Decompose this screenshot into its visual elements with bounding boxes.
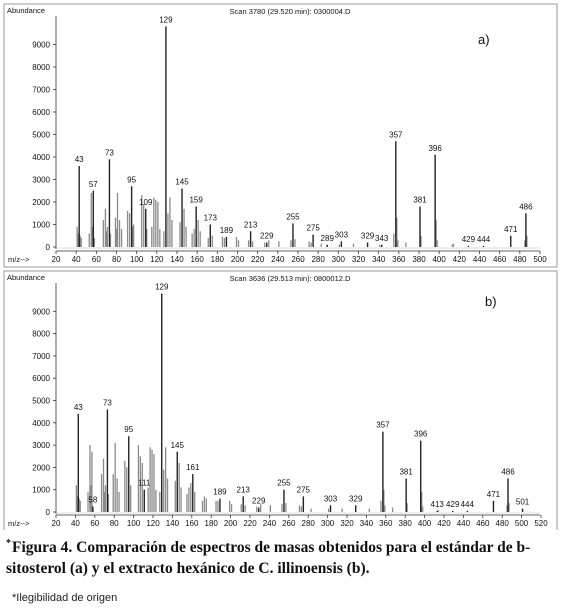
x-tick-label: 440: [472, 255, 487, 264]
x-tick-label: 400: [417, 519, 432, 528]
y-tick-label: 4000: [32, 153, 50, 162]
caption-mark: *: [6, 538, 11, 549]
y-tick-label: 0: [45, 243, 50, 252]
x-tick-label: 480: [513, 255, 527, 264]
peak-label: 413: [430, 499, 444, 509]
y-tick-label: 1000: [32, 220, 50, 230]
peak-label: 396: [428, 143, 442, 153]
panel-label: b): [485, 294, 497, 309]
peak-label: 396: [414, 429, 428, 439]
x-tick-label: 520: [534, 519, 548, 528]
peak-label: 189: [213, 487, 227, 497]
peak-label: 381: [413, 195, 427, 205]
x-tick-label: 480: [495, 519, 509, 528]
y-tick-label: 8000: [32, 329, 50, 339]
x-tick-label: 200: [223, 519, 238, 528]
x-tick-label: 280: [311, 255, 325, 264]
x-tick-label: 360: [392, 255, 406, 264]
peak-label: 444: [476, 234, 491, 244]
peak-label: 173: [203, 213, 217, 223]
x-tick-label: 340: [371, 255, 386, 264]
peak-label: 329: [349, 494, 363, 504]
x-tick-label: 420: [452, 255, 467, 264]
peak-label: 57: [88, 179, 98, 189]
peak-label: 73: [104, 148, 114, 158]
x-tick-label: 80: [112, 255, 121, 264]
peak-label: 213: [236, 485, 250, 495]
peak-label: 501: [515, 497, 530, 507]
peak-label: 73: [102, 398, 112, 408]
y-tick-label: 9000: [32, 40, 50, 50]
peak-label: 357: [376, 420, 390, 430]
peak-label: 255: [286, 212, 300, 222]
x-tick-label: 380: [398, 519, 412, 528]
x-tick-label: 80: [109, 519, 119, 528]
peak-label: 129: [159, 15, 173, 25]
peak-label: 229: [260, 231, 274, 241]
peak-label: 161: [186, 463, 200, 473]
peak-label: 95: [127, 175, 137, 185]
peak-label: 159: [189, 195, 203, 205]
x-tick-label: 440: [456, 519, 471, 528]
x-tick-label: 140: [170, 255, 184, 264]
peak-label: 229: [252, 496, 266, 506]
peak-label: 145: [170, 440, 184, 450]
x-tick-label: 40: [70, 519, 80, 528]
x-tick-label: 180: [204, 519, 218, 528]
x-tick-label: 420: [437, 519, 451, 528]
peak-label: 145: [175, 177, 189, 187]
y-tick-label: 9000: [32, 307, 50, 317]
x-tick-label: 60: [91, 255, 101, 264]
peak-label: 486: [519, 202, 533, 212]
x-tick-label: 180: [210, 255, 225, 264]
peak-label: 471: [504, 224, 518, 234]
peak-label: 303: [323, 494, 338, 504]
x-tick-label: 100: [126, 519, 141, 528]
peak-label: 95: [124, 425, 134, 435]
x-tick-label: 360: [379, 519, 393, 528]
peak-label: 343: [375, 233, 389, 243]
y-axis-label: Abundance: [7, 6, 45, 15]
figure-caption: [6, 533, 556, 579]
x-tick-label: 240: [271, 255, 285, 264]
x-tick-label: 160: [190, 255, 204, 264]
peak-label: 486: [501, 467, 515, 477]
x-tick-label: 20: [51, 519, 61, 528]
peak-label: 129: [155, 282, 169, 292]
peak-label: 189: [219, 225, 234, 235]
peak-label: 43: [73, 402, 83, 412]
x-axis-label: m/z-->: [8, 255, 30, 264]
x-tick-label: 120: [150, 255, 164, 264]
scan-title: Scan 3636 (29.513 min): 0800012.D: [229, 274, 351, 283]
peak-label: 255: [277, 478, 291, 488]
x-tick-label: 320: [340, 519, 354, 528]
y-tick-label: 2000: [32, 463, 50, 473]
panel-frame: [4, 271, 557, 530]
x-tick-label: 460: [492, 255, 507, 264]
x-tick-label: 260: [282, 519, 296, 528]
peak-label: 109: [139, 197, 153, 207]
y-tick-label: 2000: [32, 198, 50, 207]
footnote: *Ilegibilidad de origen: [12, 592, 118, 604]
peak-label: 357: [389, 130, 403, 140]
x-tick-label: 400: [432, 255, 446, 264]
x-tick-label: 220: [243, 519, 257, 528]
x-tick-label: 300: [331, 255, 346, 264]
y-tick-label: 6000: [32, 374, 50, 384]
peak-label: 275: [306, 223, 320, 233]
x-tick-label: 240: [262, 519, 277, 528]
peak-label: 429: [461, 234, 476, 244]
x-tick-label: 60: [90, 519, 100, 528]
y-tick-label: 5000: [32, 396, 50, 406]
y-axis-label: Abundance: [7, 273, 45, 282]
x-tick-label: 460: [476, 519, 490, 528]
peak-label: 429: [446, 499, 460, 509]
panel-frame: [4, 4, 557, 267]
x-tick-label: 380: [412, 255, 426, 264]
y-tick-label: 7000: [32, 85, 50, 95]
x-tick-label: 200: [230, 255, 245, 264]
x-tick-label: 260: [291, 255, 305, 264]
scan-title: Scan 3780 (29.520 min): 0300004.D: [229, 7, 351, 16]
y-tick-label: 3000: [32, 441, 50, 451]
peak-label: 275: [296, 485, 311, 495]
x-tick-label: 340: [359, 519, 374, 528]
y-tick-label: 4000: [32, 418, 50, 428]
x-tick-label: 120: [146, 519, 160, 528]
peak-label: 329: [360, 231, 375, 241]
x-tick-label: 320: [351, 255, 366, 264]
y-tick-label: 0: [45, 508, 50, 517]
x-tick-label: 140: [165, 519, 180, 528]
peak-label: 58: [88, 495, 98, 505]
caption-text: Figura 4. Comparación de espectros de masas obtenidos para el estándar de b-sitosterol (a) y el extracto hexánico de C. illinoensis (b).: [6, 539, 531, 578]
peak-label: 381: [399, 467, 413, 477]
spectrum-panel-b: [4, 271, 557, 530]
peak-label: 213: [243, 220, 258, 230]
x-tick-label: 500: [514, 519, 529, 528]
peak-label: 289: [320, 233, 334, 243]
x-tick-label: 160: [185, 519, 199, 528]
x-tick-label: 220: [250, 255, 265, 264]
x-tick-label: 100: [129, 255, 144, 264]
y-tick-label: 1000: [32, 485, 50, 495]
y-tick-label: 7000: [32, 351, 50, 361]
x-tick-label: 40: [71, 255, 81, 264]
y-tick-label: 3000: [32, 175, 50, 185]
panel-label: a): [478, 32, 490, 47]
x-tick-label: 300: [320, 519, 335, 528]
x-tick-label: 280: [301, 519, 315, 528]
y-tick-label: 6000: [32, 108, 50, 117]
x-tick-label: 20: [51, 255, 61, 264]
x-tick-label: 500: [533, 255, 547, 264]
peak-label: 303: [334, 230, 349, 240]
y-tick-label: 8000: [32, 63, 50, 72]
spectrum-panel-a: [4, 4, 557, 267]
peak-label: 111: [138, 478, 151, 488]
peak-label: 43: [74, 155, 84, 164]
peak-label: 471: [486, 489, 501, 499]
peak-label: 444: [460, 499, 474, 509]
x-axis-label: m/z-->: [8, 519, 30, 528]
y-tick-label: 5000: [32, 130, 50, 140]
